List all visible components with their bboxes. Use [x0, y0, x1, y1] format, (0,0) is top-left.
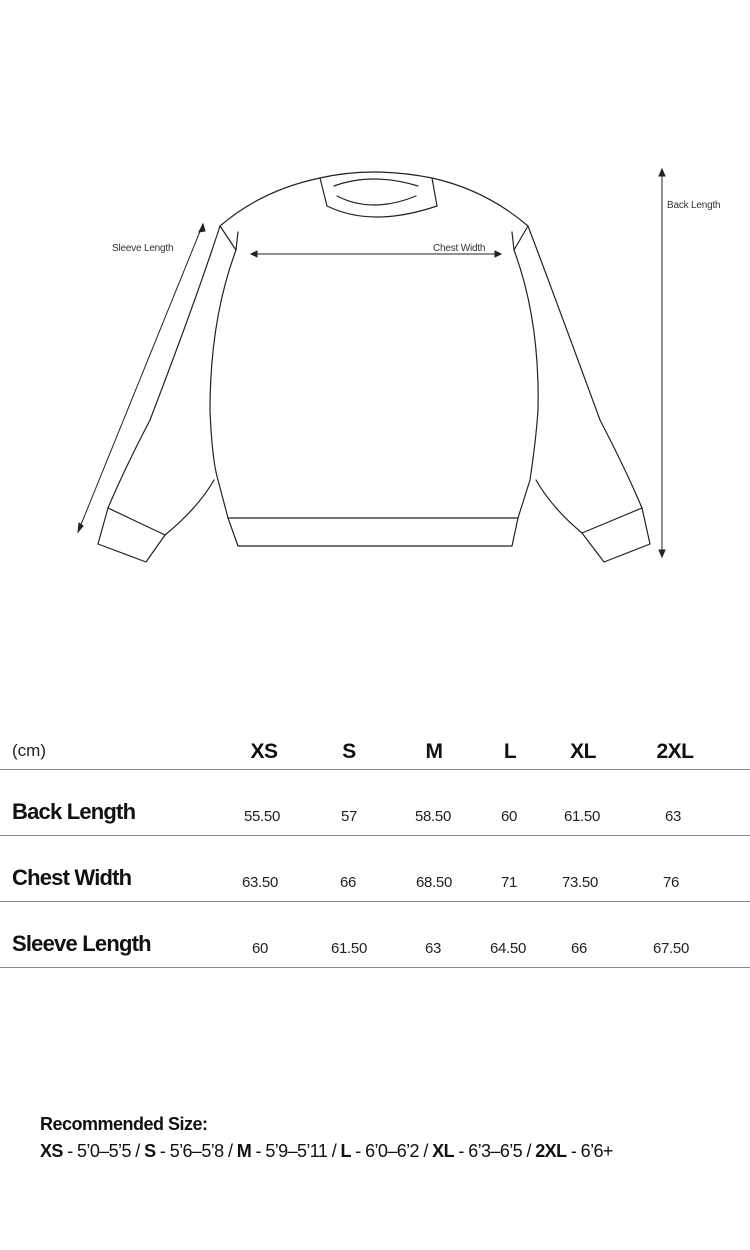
- row-label: Chest Width: [12, 865, 132, 890]
- back-arrow-bottom: [659, 550, 665, 557]
- unit-label: (cm): [12, 741, 46, 760]
- back-arrow-top: [659, 169, 665, 176]
- table-cell: 71: [500, 874, 518, 891]
- table-cell: 67.50: [652, 940, 690, 957]
- chest-arrow-left: [251, 251, 257, 257]
- sleeve-length-line: [78, 224, 203, 532]
- table-cell: 57: [340, 808, 358, 825]
- chest-arrow-right: [495, 251, 501, 257]
- table-row-sleeve-length: [0, 902, 750, 968]
- table-cell: 76: [662, 874, 680, 891]
- sleeve-length-label: Sleeve Length: [112, 243, 174, 254]
- column-header-m: M: [425, 740, 443, 763]
- table-cell: 63: [424, 940, 442, 957]
- table-cell: 66: [339, 874, 357, 891]
- rec-size: M: [236, 1141, 252, 1161]
- body-outline: [210, 178, 538, 518]
- table-cell: 60: [251, 940, 269, 957]
- left-cuff: [98, 508, 165, 562]
- left-sleeve-outline: [108, 226, 220, 535]
- table-cell: 60: [500, 808, 518, 825]
- rec-range: 5’9–5’11: [265, 1141, 328, 1161]
- rec-size: 2XL: [535, 1141, 567, 1161]
- column-header-xs: XS: [250, 740, 278, 763]
- recommended-size-section: [40, 1114, 740, 1162]
- right-sleeve-outline: [528, 226, 642, 533]
- rec-range: 6’0–6’2: [365, 1141, 419, 1161]
- column-header-s: S: [342, 740, 356, 763]
- column-header-l: L: [503, 740, 517, 763]
- rec-range: 6’6+: [580, 1141, 613, 1161]
- sleeve-arrow-top: [199, 224, 205, 232]
- recommended-size-line: XS - 5’0–5’5 / S - 5’6–5’8 / M - 5’9–5’11 / L - 6’0–6’2 / XL - 6’3–6’5 / 2XL - 6’6+: [40, 1141, 613, 1161]
- rec-size: L: [340, 1141, 351, 1161]
- right-cuff: [582, 508, 650, 562]
- table-cell: 64.50: [489, 940, 527, 957]
- chest-width-label: Chest Width: [433, 243, 486, 254]
- table-cell: 63.50: [241, 874, 279, 891]
- table-cell: 66: [570, 940, 588, 957]
- column-header-2xl: 2XL: [656, 740, 694, 763]
- sleeve-arrow-bottom: [78, 523, 83, 532]
- table-row-chest-width: [0, 836, 750, 902]
- size-chart-table: [0, 730, 750, 968]
- table-cell: 63: [664, 808, 682, 825]
- row-label: Sleeve Length: [12, 931, 151, 956]
- column-header-xl: XL: [570, 740, 596, 763]
- rec-size: XL: [432, 1141, 454, 1161]
- table-cell: 73.50: [561, 874, 599, 891]
- collar-rib: [337, 196, 416, 205]
- collar-inner: [334, 179, 418, 186]
- table-header-row: [0, 730, 750, 770]
- table-cell: 61.50: [563, 808, 601, 825]
- row-label: Back Length: [12, 799, 136, 824]
- hem-band: [228, 518, 518, 546]
- rec-range: 6’3–6’5: [468, 1141, 523, 1161]
- table-cell: 55.50: [243, 808, 281, 825]
- recommended-size-title: Recommended Size:: [40, 1114, 208, 1134]
- back-length-label: Back Length: [667, 200, 721, 211]
- rec-size: XS: [40, 1141, 63, 1161]
- rec-range: 5’6–5’8: [169, 1141, 224, 1161]
- rec-range: 5’0–5’5: [77, 1141, 131, 1161]
- table-row-back-length: [0, 770, 750, 836]
- table-cell: 61.50: [330, 940, 368, 957]
- rec-size: S: [144, 1141, 156, 1161]
- table-cell: 68.50: [415, 874, 453, 891]
- table-cell: 58.50: [414, 808, 452, 825]
